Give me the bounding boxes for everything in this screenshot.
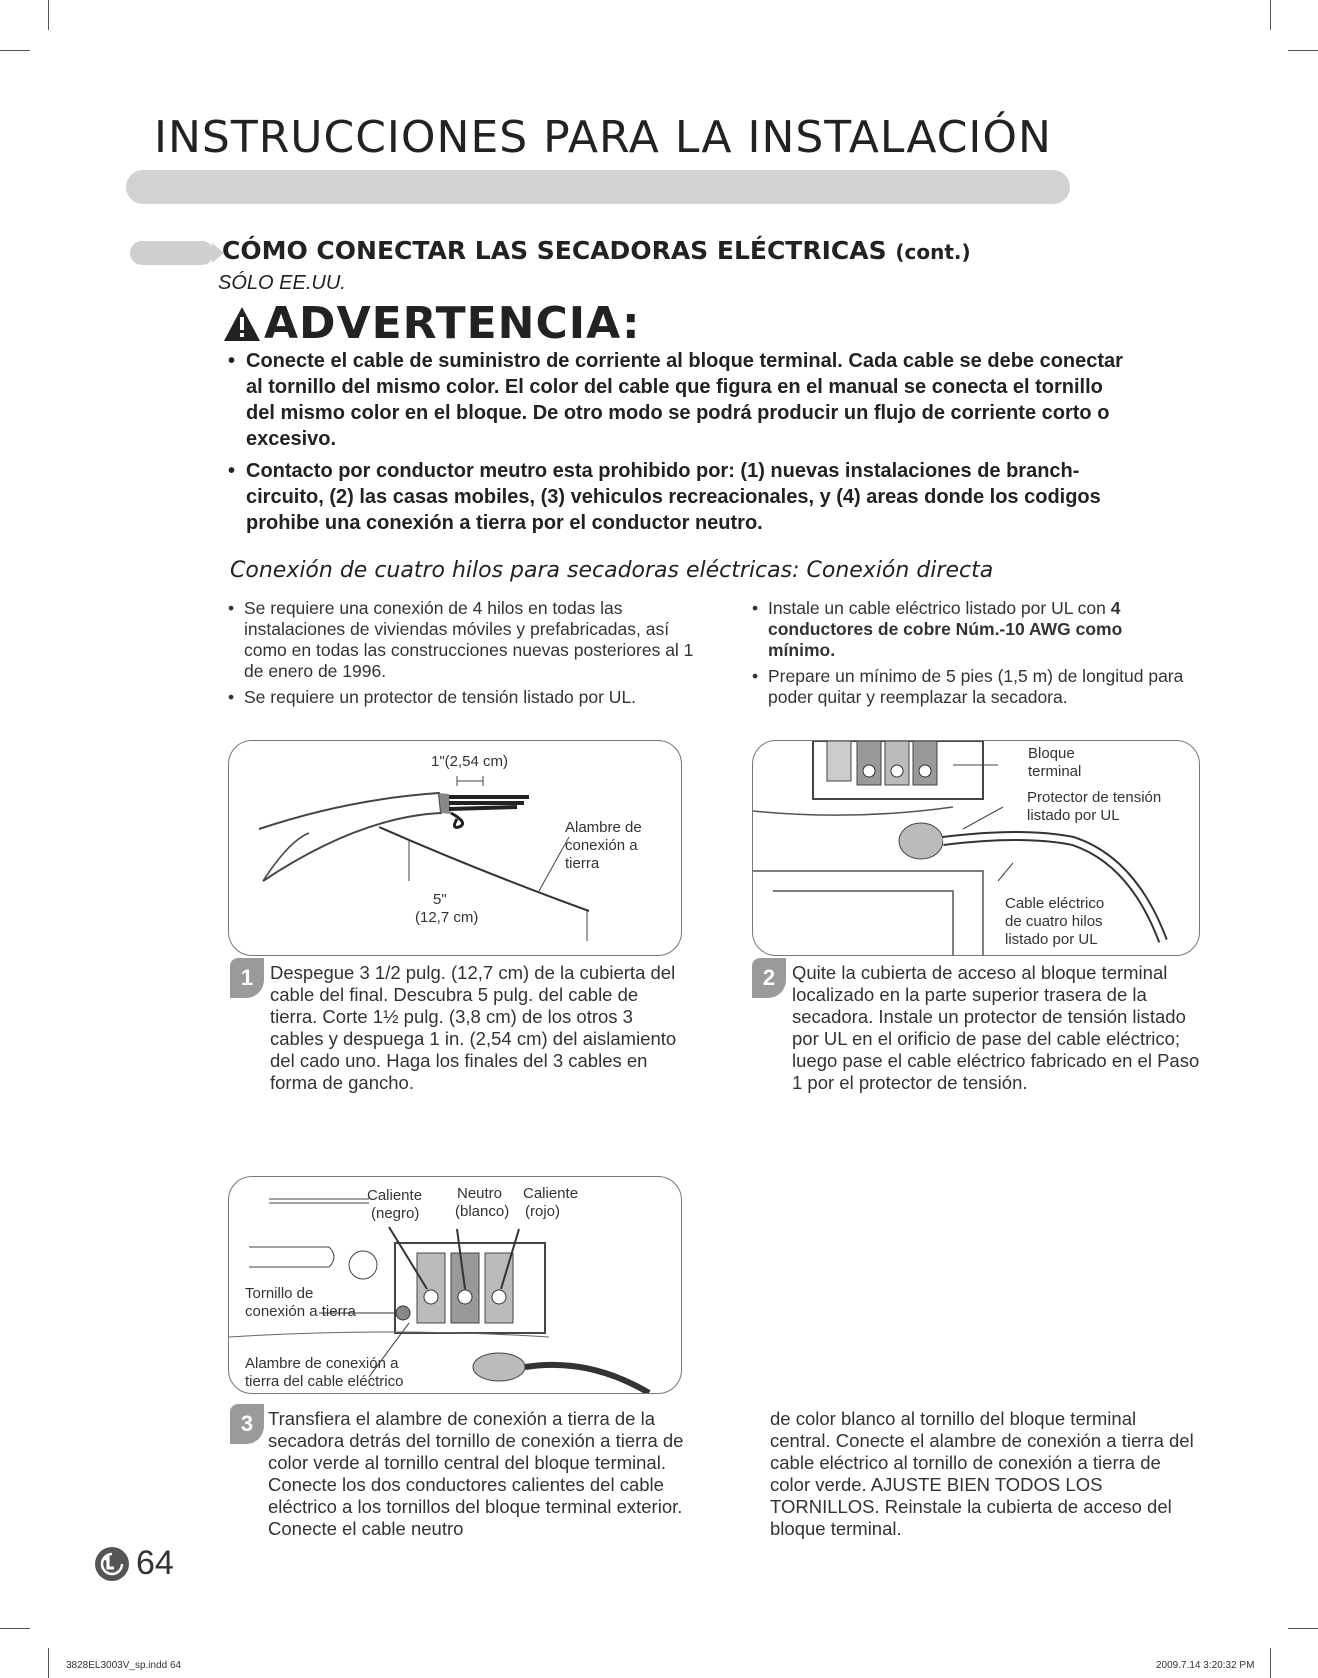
step-number-badge: 3 [230,1404,264,1444]
subsection-title: Conexión de cuatro hilos para secadoras eléctricas: Conexión directa [230,558,994,583]
crop-mark [48,1648,49,1678]
crop-mark [0,1628,30,1629]
caliente-negro-label: Caliente [367,1187,423,1204]
crop-mark [1288,1628,1318,1629]
step-text-continued: de color blanco al tornillo del bloque terminal central. Conecte el alambre de conexión a tierra del cable eléctrico al tornillo de conexión a tierra de color verde. AJUSTE BIEN TODOS LOS TORNILLOS. Reinstale la cubierta de acceso del bloque terminal. [770,1408,1194,1539]
warning-item-text: Conecte el cable de suministro de corriente al bloque terminal. Cada cable se debe conectar al tornillo del mismo color. El color del cable que figura en el manual se conecta el tornillo del mismo color en el bloque. De otro modo se podrá producir un flujo de corriente corto o excesivo. [246,350,1123,450]
list-item-text: Se requiere una conexión de 4 hilos en todas las instalaciones de viviendas móviles y prefabricadas, así como en todas las construcciones nuevas posteriores al 1 de enero de 1996. [244,598,694,681]
bloque-label: terminal [1028,763,1082,780]
step-text: Quite la cubierta de acceso al bloque terminal localizado en la parte superior trasera de la secadora. Instale un protector de tensión listado por UL en el orificio de pase del cable eléctrico; luego pase el cable eléctrico fabricado en el Paso 1 por el protector de tensión. [792,962,1200,1093]
step-number-badge: 1 [230,958,264,998]
warning-triangle-icon [222,305,262,343]
page-title: INSTRUCCIONES PARA LA INSTALACIÓN [154,112,1052,163]
list-item-text: Se requiere un protector de tensión listado por UL. [244,687,637,707]
crop-mark [1288,50,1318,51]
list-item-text: Instale un cable eléctrico listado por UL con [768,598,1111,618]
lg-logo-icon [94,1546,130,1582]
section-title-text: CÓMO CONECTAR LAS SECADORAS ELÉCTRICAS [222,236,887,265]
ground-label: tierra [565,855,600,872]
warning-item: • Conecte el cable de suministro de corriente al bloque terminal. Cada cable se debe conectar al tornillo del mismo color. El color del cable que figura en el manual se conecta el tornillo del mismo color en el bloque. De otro modo se podrá producir un flujo de corriente corto o excesivo. [228,350,1123,450]
caliente-rojo-label: Caliente [523,1185,579,1202]
tornillo-label: conexión a tierra [245,1303,356,1320]
terminal-block-illustration [753,741,1199,955]
list-item: • Se requiere una conexión de 4 hilos en todas las instalaciones de viviendas móviles y prefabricadas, así como en todas las construcciones nuevas posteriores al 1 de enero de 1996. [228,598,694,681]
list-item: • Instale un cable eléctrico listado por UL con 4 conductores de cobre Núm.-10 AWG como mínimo. [752,598,1123,660]
step-text: Despegue 3 1/2 pulg. (12,7 cm) de la cubierta del cable del final. Descubra 5 pulg. del cable de tierra. Corte 1½ pulg. (3,8 cm) de los otros 3 cables y despuega 1 in. (2,54 cm) del aislamiento del cado uno. Haga los finales del 3 cables en forma de gancho. [270,962,677,1093]
cable-label: listado por UL [1005,931,1098,948]
neutro-label: Neutro [457,1185,503,1202]
page-number [94,1544,174,1583]
crop-mark [1270,0,1271,30]
dim-top-label: 1"(2,54 cm) [431,753,509,770]
section-title-suffix: (cont.) [895,240,971,264]
page-number-text: 64 [136,1544,174,1582]
crop-mark [48,0,49,30]
section-subtitle: SÓLO EE.UU. [218,272,346,294]
footer-file: 3828EL3003V_sp.indd 64 [66,1660,182,1671]
warning-item: • Contacto por conductor meutro esta prohibido por: (1) nuevas instalaciones de branch-circuito, (2) las casas mobiles, (3) vehiculos recreacionales, y (4) areas donde los codigos prohibe una conexión a tierra por el conductor neutro. [228,460,1101,534]
dim-bottom-label: 5" [433,891,447,908]
footer-date: 2009.7.14 3:20:32 PM [1156,1660,1255,1671]
protector-label: Protector de tensión [1027,789,1162,806]
alambre-label: Alambre de conexión a [245,1355,399,1372]
warning-heading [222,298,641,349]
neutro-label: (blanco) [455,1203,510,1220]
section-marker [130,241,214,265]
step-number-badge: 2 [752,958,786,998]
list-item: • Prepare un mínimo de 5 pies (1,5 m) de longitud para poder quitar y reemplazar la secadora. [752,666,1184,707]
figure-cable-stripping [228,740,682,956]
figure-wiring [228,1176,682,1394]
right-bullet-list [750,598,1190,713]
left-bullet-list [226,598,696,713]
protector-label: listado por UL [1027,807,1120,824]
tornillo-label: Tornillo de [245,1285,314,1302]
crop-mark [0,50,30,51]
step-text: Transfiera el alambre de conexión a tierra de la secadora detrás del tornillo de conexión a tierra de color verde al tornillo central del bloque terminal. Conecte los dos conductores calientes del cable eléctrico a los tornillos del bloque terminal exterior. Conecte el cable neutro [268,1408,684,1539]
cable-label: Cable eléctrico [1005,895,1105,912]
cable-label: de cuatro hilos [1005,913,1103,930]
alambre-label: tierra del cable eléctrico [245,1373,404,1390]
crop-mark [1270,1648,1271,1678]
section-title [222,236,971,265]
ground-label: conexión a [565,837,638,854]
ground-label: Alambre de [565,819,642,836]
title-band [126,170,1070,204]
dim-bottom-label: (12,7 cm) [415,909,479,926]
bloque-label: Bloque [1028,745,1075,762]
caliente-rojo-label: (rojo) [525,1203,561,1220]
warning-heading-text: ADVERTENCIA: [264,298,641,349]
warning-list [226,348,1126,542]
list-item-text: Prepare un mínimo de 5 pies (1,5 m) de longitud para poder quitar y reemplazar la secadora. [768,666,1184,707]
warning-item-text: Contacto por conductor meutro esta prohibido por: (1) nuevas instalaciones de branch-circuito, (2) las casas mobiles, (3) vehiculos recreacionales, y (4) areas donde los codigos prohibe una conexión a tierra por el conductor neutro. [246,460,1101,534]
list-item-bold: 4 conductores de cobre Núm.-10 AWG como mínimo. [768,598,1123,660]
list-item: • Se requiere un protector de tensión listado por UL. [228,687,637,707]
figure-terminal-block [752,740,1200,956]
caliente-negro-label: (negro) [371,1205,420,1222]
